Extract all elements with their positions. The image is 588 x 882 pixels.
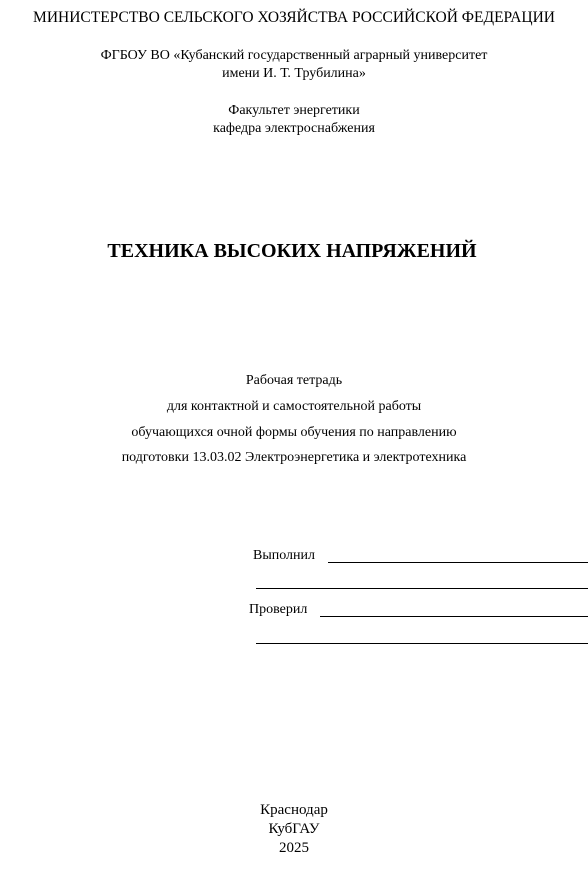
performed-by-label: Выполнил xyxy=(253,548,316,563)
checked-by-line xyxy=(320,616,588,617)
university-name-line1: ФГБОУ ВО «Кубанский государственный аграрный университет xyxy=(100,48,488,63)
subtitle-line3: обучающихся очной формы обучения по направлению xyxy=(131,425,457,440)
document-title: ТЕХНИКА ВЫСОКИХ НАПРЯЖЕНИЙ xyxy=(107,240,477,262)
footer-publisher: КубГАУ xyxy=(268,821,320,837)
performed-by-line-2 xyxy=(256,588,588,589)
footer-city: Краснодар xyxy=(260,802,328,818)
university-name-line2: имени И. Т. Трубилина» xyxy=(222,66,366,81)
subtitle-line1: Рабочая тетрадь xyxy=(245,373,343,388)
ministry-header: МИНИСТЕРСТВО СЕЛЬСКОГО ХОЗЯЙСТВА РОССИЙСКОЙ ФЕДЕРАЦИИ xyxy=(33,9,555,26)
footer-year: 2025 xyxy=(279,840,309,856)
checked-by-label: Проверил xyxy=(249,602,308,617)
subtitle-line2: для контактной и самостоятельной работы xyxy=(166,399,422,414)
performed-by-line xyxy=(328,562,588,563)
department-name: кафедра электроснабжения xyxy=(213,121,375,136)
faculty-name: Факультет энергетики xyxy=(228,103,360,118)
subtitle-line4: подготовки 13.03.02 Электроэнергетика и электротехника xyxy=(121,450,467,465)
checked-by-line-2 xyxy=(256,643,588,644)
